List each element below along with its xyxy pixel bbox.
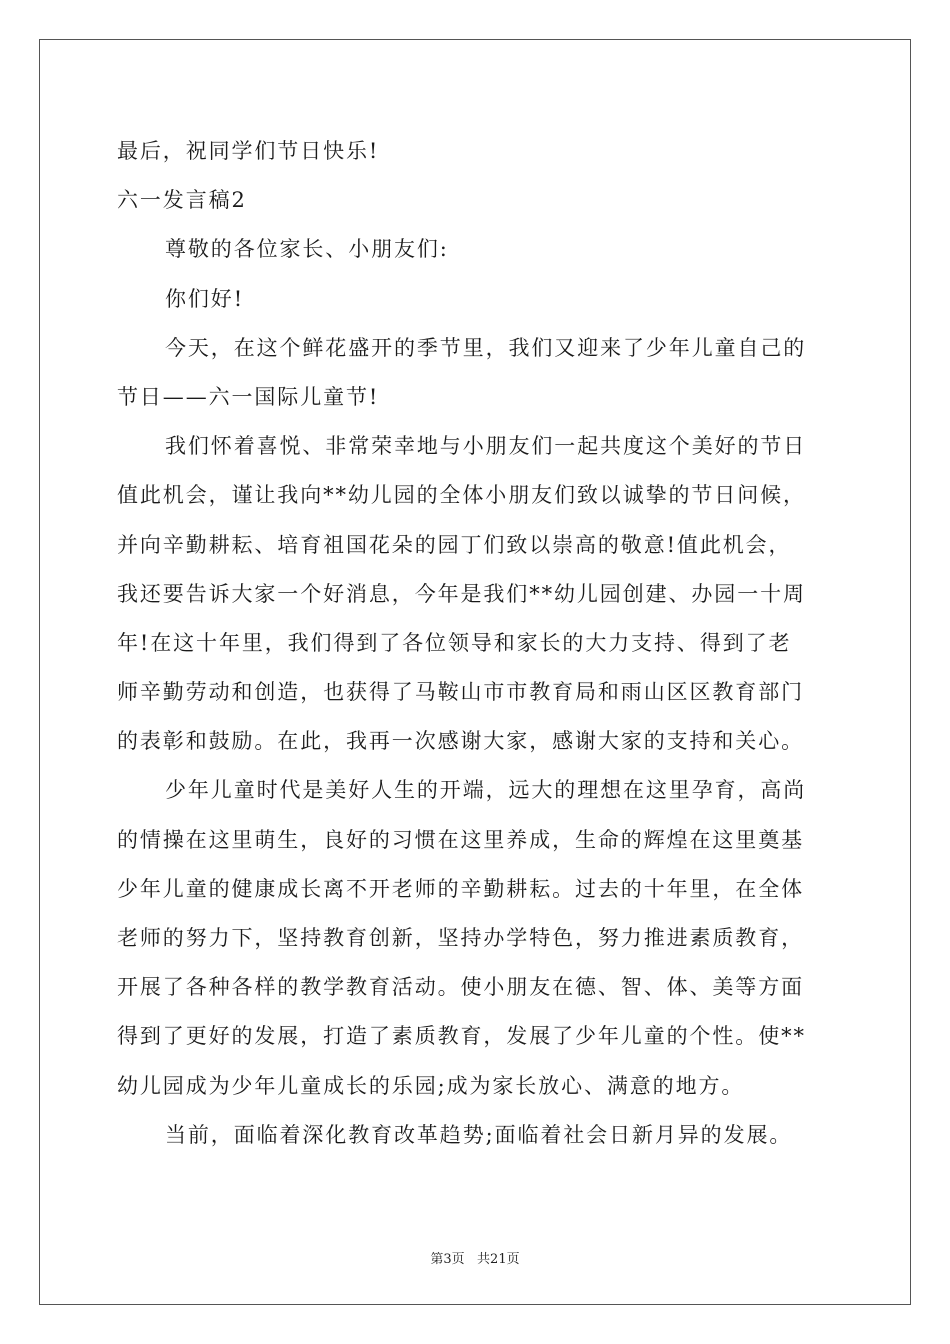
text-line: 的表彰和鼓励。在此，我再一次感谢大家，感谢大家的支持和关心。: [117, 729, 804, 754]
text-line: 今天，在这个鲜花盛开的季节里，我们又迎来了少年儿童自己的: [165, 335, 807, 360]
text-line: 尊敬的各位家长、小朋友们:: [165, 237, 449, 262]
text-line: 的情操在这里萌生，良好的习惯在这里养成，生命的辉煌在这里奠基: [117, 827, 804, 852]
text-line: 你们好!: [165, 286, 245, 311]
text-line: 开展了各种各样的教学教育活动。使小朋友在德、智、体、美等方面: [117, 975, 804, 1000]
text-line: 幼儿园成为少年儿童成长的乐园;成为家长放心、满意的地方。: [117, 1073, 745, 1098]
text-line: 老师的努力下，坚持教育创新，坚持办学特色，努力推进素质教育，: [117, 926, 804, 950]
text-line: 少年儿童的健康成长离不开老师的辛勤耕耘。过去的十年里，在全体: [117, 876, 804, 901]
text-line: 少年儿童时代是美好人生的开端，远大的理想在这里孕育，高尚: [165, 778, 807, 803]
text-line: 最后，祝同学们节日快乐!: [117, 139, 380, 163]
text-line: 得到了更好的发展，打造了素质教育，发展了少年儿童的个性。使**: [117, 1024, 806, 1049]
text-line: 我们怀着喜悦、非常荣幸地与小朋友们一起共度这个美好的节日: [165, 434, 807, 459]
text-line: 值此机会，谨让我向**幼儿园的全体小朋友们致以诚挚的节日问候，: [117, 483, 806, 508]
text-line: 并向辛勤耕耘、培育祖国花朵的园丁们致以崇高的敬意!值此机会，: [117, 532, 792, 557]
text-line: 六一发言稿2: [117, 188, 247, 213]
text-line: 节日——六一国际儿童节!: [117, 384, 380, 409]
text-line: 我还要告诉大家一个好消息，今年是我们**幼儿园创建、办园一十周: [117, 581, 806, 606]
document-body: [117, 127, 837, 1160]
text-line: 当前，面临着深化教育改革趋势;面临着社会日新月异的发展。: [165, 1122, 793, 1147]
text-line: 年!在这十年里，我们得到了各位领导和家长的大力支持、得到了老: [117, 630, 792, 655]
text-line: 师辛勤劳动和创造，也获得了马鞍山市市教育局和雨山区区教育部门: [117, 680, 804, 705]
page-footer: 第3页 共21页: [430, 1252, 520, 1267]
